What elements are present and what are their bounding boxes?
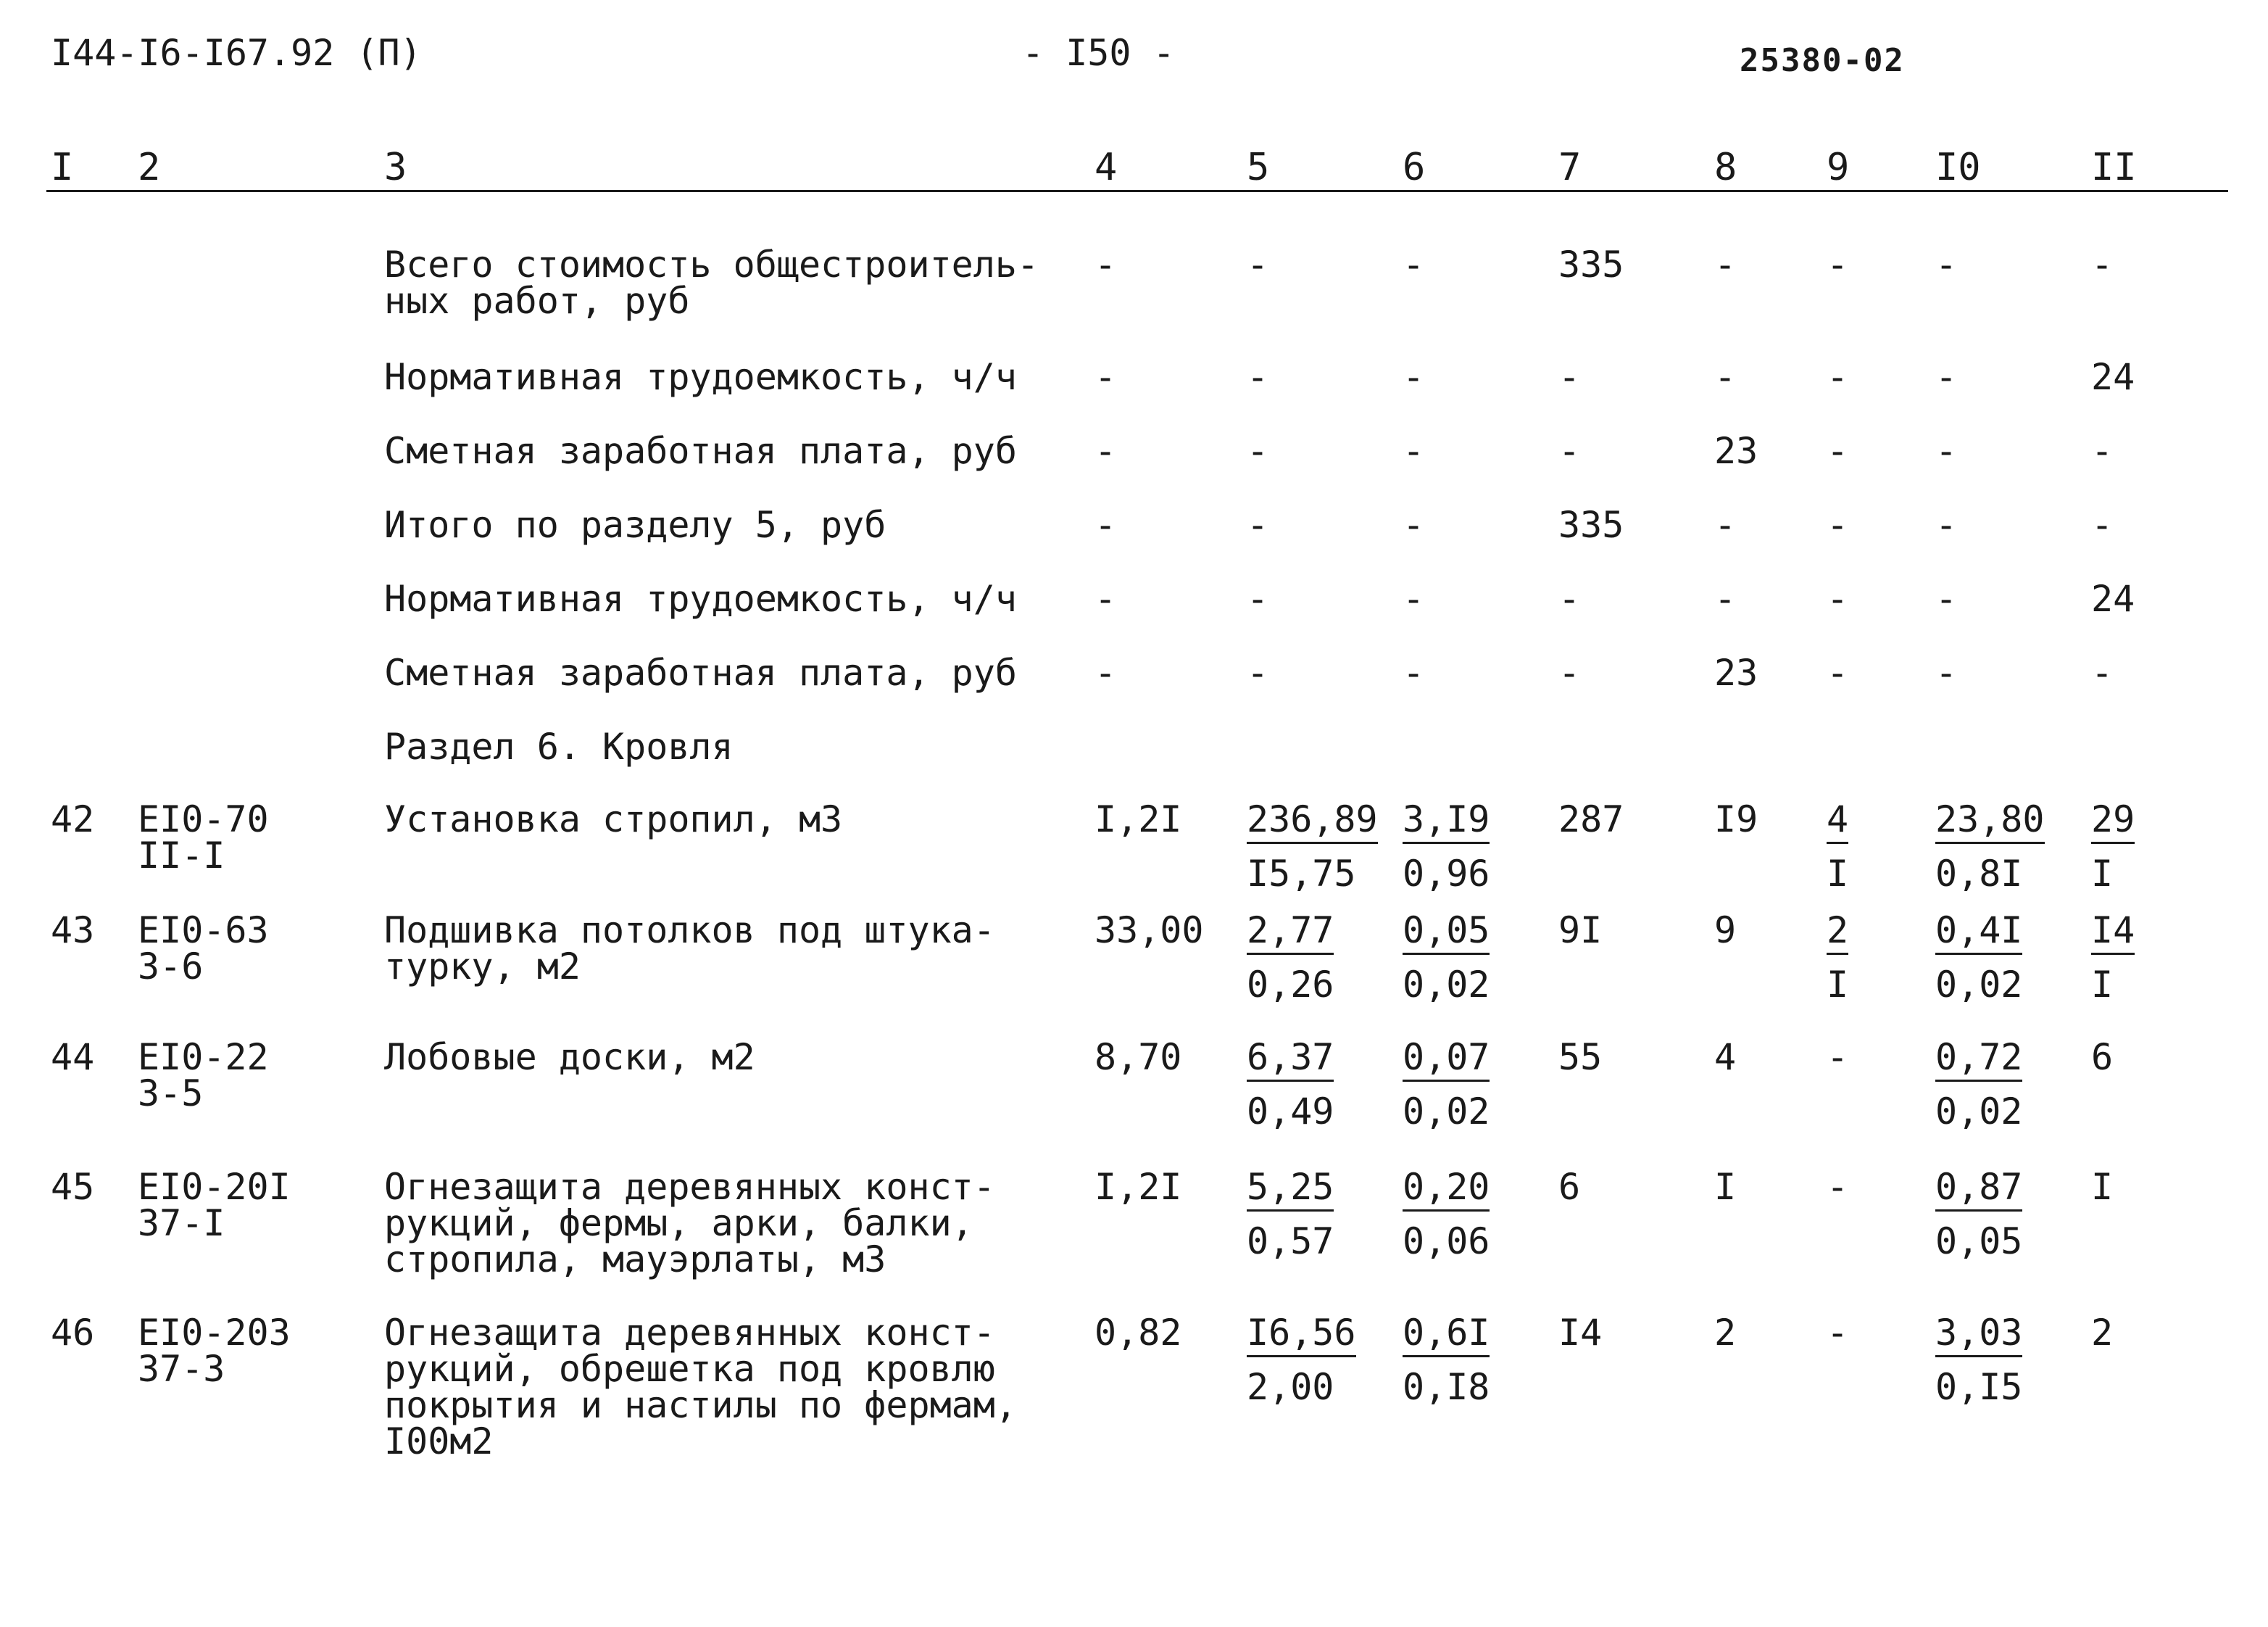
- summary-cell-c6: -: [1403, 244, 1425, 286]
- summary-cell-c8: -: [1714, 244, 1737, 286]
- item-cell-c5-denominator: 0,57: [1247, 1220, 1334, 1262]
- summary-cell-c4: -: [1094, 504, 1117, 546]
- item-quantity: 0,82: [1094, 1312, 1182, 1354]
- item-quantity: 33,00: [1094, 909, 1204, 951]
- item-cell-c7: 6: [1558, 1166, 1581, 1208]
- item-cell-c9-denominator: I: [1827, 964, 1849, 1006]
- sheet-id: 25380-02: [1740, 42, 1905, 79]
- summary-cell-c10: -: [1935, 430, 1958, 472]
- item-cell-c6-numerator: 0,20: [1403, 1169, 1490, 1205]
- column-header-4: 4: [1094, 146, 1118, 189]
- item-cell-c7: I4: [1558, 1312, 1603, 1354]
- item-quantity: 8,70: [1094, 1036, 1182, 1078]
- item-cell-c5-numerator: I6,56: [1247, 1315, 1356, 1351]
- item-code: EI0-70: [138, 798, 269, 840]
- summary-cell-c5: -: [1247, 244, 1269, 286]
- summary-cell-c4: -: [1094, 244, 1117, 286]
- item-cell-c5-denominator: 2,00: [1247, 1366, 1334, 1408]
- item-code: 3-5: [138, 1072, 204, 1114]
- item-cell-c10-denominator: 0,I5: [1935, 1366, 2023, 1408]
- summary-description: Сметная заработная плата, руб: [384, 652, 1017, 694]
- item-number: 42: [51, 798, 95, 840]
- summary-cell-c10: -: [1935, 504, 1958, 546]
- summary-cell-c5: -: [1247, 652, 1269, 694]
- summary-cell-c7: 335: [1558, 244, 1624, 286]
- item-cell-c5-numerator: 2,77: [1247, 912, 1334, 948]
- summary-description: Всего стоимость общестроитель-: [384, 244, 1039, 286]
- item-cell-c10-numerator: 0,87: [1935, 1169, 2022, 1205]
- item-cell-c11-numerator: 29: [2091, 801, 2135, 837]
- summary-description: ных работ, руб: [384, 280, 690, 322]
- summary-cell-c8: -: [1714, 504, 1737, 546]
- item-cell-c10-denominator: 0,02: [1935, 1090, 2023, 1133]
- item-code: 37-3: [138, 1348, 225, 1390]
- column-header-6: 6: [1403, 146, 1426, 189]
- item-description: Огнезащита деревянных конст-: [384, 1166, 995, 1208]
- item-cell-c9: -: [1827, 1312, 1849, 1354]
- summary-cell-c9: -: [1827, 430, 1849, 472]
- item-cell-c9: -: [1827, 1036, 1849, 1078]
- summary-cell-c9: -: [1827, 356, 1849, 398]
- summary-cell-c10: -: [1935, 578, 1958, 620]
- item-cell-c11: I: [2091, 1166, 2114, 1208]
- item-cell-c9: -: [1827, 1166, 1849, 1208]
- summary-cell-c10: -: [1935, 652, 1958, 694]
- summary-cell-c8: 23: [1714, 652, 1758, 694]
- item-description: турку, м2: [384, 945, 581, 988]
- summary-cell-c4: -: [1094, 578, 1117, 620]
- summary-cell-c10: -: [1935, 244, 1958, 286]
- column-header-2: 2: [138, 146, 161, 189]
- item-cell-c10-numerator: 0,4I: [1935, 912, 2022, 948]
- item-quantity: I,2I: [1094, 798, 1182, 840]
- item-cell-c9-numerator: 4: [1827, 801, 1848, 837]
- column-header-10: I0: [1935, 146, 1981, 189]
- item-cell-c6-denominator: 0,96: [1403, 853, 1490, 895]
- item-number: 45: [51, 1166, 95, 1208]
- item-description: Лобовые доски, м2: [384, 1036, 755, 1078]
- item-cell-c11: 6: [2091, 1036, 2114, 1078]
- item-cell-c6-denominator: 0,I8: [1403, 1366, 1490, 1408]
- item-quantity: I,2I: [1094, 1166, 1182, 1208]
- summary-cell-c11: -: [2091, 430, 2114, 472]
- item-description: Огнезащита деревянных конст-: [384, 1312, 995, 1354]
- column-header-3: 3: [384, 146, 407, 189]
- summary-cell-c11: 24: [2091, 578, 2135, 620]
- item-description: I00м2: [384, 1420, 494, 1462]
- item-cell-c10-numerator: 3,03: [1935, 1315, 2022, 1351]
- item-description: Подшивка потолков под штука-: [384, 909, 995, 951]
- summary-cell-c7: 335: [1558, 504, 1624, 546]
- summary-description: Нормативная трудоемкость, ч/ч: [384, 578, 1017, 620]
- item-cell-c10-numerator: 23,80: [1935, 801, 2045, 837]
- summary-cell-c6: -: [1403, 504, 1425, 546]
- item-code: 3-6: [138, 945, 204, 988]
- summary-cell-c6: -: [1403, 578, 1425, 620]
- item-description: рукций, фермы, арки, балки,: [384, 1202, 973, 1244]
- item-cell-c10-denominator: 0,8I: [1935, 853, 2023, 895]
- column-header-5: 5: [1247, 146, 1270, 189]
- summary-cell-c7: -: [1558, 652, 1581, 694]
- summary-cell-c6: -: [1403, 356, 1425, 398]
- summary-cell-c4: -: [1094, 652, 1117, 694]
- summary-cell-c7: -: [1558, 430, 1581, 472]
- column-header-11: II: [2091, 146, 2137, 189]
- summary-description: Нормативная трудоемкость, ч/ч: [384, 356, 1017, 398]
- summary-cell-c11: -: [2091, 652, 2114, 694]
- item-code: EI0-20I: [138, 1166, 291, 1208]
- column-header-1: I: [51, 146, 74, 189]
- item-cell-c8: I9: [1714, 798, 1758, 840]
- item-cell-c5-numerator: 236,89: [1247, 801, 1378, 837]
- item-description: покрытия и настилы по фермам,: [384, 1384, 1017, 1426]
- item-code: EI0-203: [138, 1312, 291, 1354]
- item-cell-c7: 287: [1558, 798, 1624, 840]
- summary-description: Итого по разделу 5, руб: [384, 504, 886, 546]
- summary-cell-c10: -: [1935, 356, 1958, 398]
- item-cell-c5-denominator: 0,26: [1247, 964, 1334, 1006]
- summary-cell-c8: -: [1714, 578, 1737, 620]
- summary-cell-c11: -: [2091, 244, 2114, 286]
- item-cell-c9-numerator: 2: [1827, 912, 1848, 948]
- item-cell-c11-numerator: I4: [2091, 912, 2135, 948]
- summary-cell-c8: 23: [1714, 430, 1758, 472]
- summary-cell-c5: -: [1247, 430, 1269, 472]
- item-cell-c10-numerator: 0,72: [1935, 1039, 2022, 1075]
- item-cell-c7: 55: [1558, 1036, 1603, 1078]
- item-cell-c5-numerator: 5,25: [1247, 1169, 1334, 1205]
- summary-cell-c9: -: [1827, 652, 1849, 694]
- item-cell-c5-denominator: I5,75: [1247, 853, 1356, 895]
- summary-cell-c11: -: [2091, 504, 2114, 546]
- summary-cell-c4: -: [1094, 430, 1117, 472]
- summary-cell-c5: -: [1247, 504, 1269, 546]
- doc-code: I44-I6-I67.92 (П): [51, 32, 422, 74]
- item-code: II-I: [138, 835, 225, 877]
- summary-cell-c6: -: [1403, 652, 1425, 694]
- item-number: 46: [51, 1312, 95, 1354]
- header-rule: [46, 190, 2228, 192]
- item-code: 37-I: [138, 1202, 225, 1244]
- item-code: EI0-63: [138, 909, 269, 951]
- item-code: EI0-22: [138, 1036, 269, 1078]
- item-cell-c6-denominator: 0,02: [1403, 964, 1490, 1006]
- item-cell-c9-denominator: I: [1827, 853, 1849, 895]
- column-header-7: 7: [1558, 146, 1582, 189]
- summary-cell-c8: -: [1714, 356, 1737, 398]
- item-cell-c6-numerator: 0,05: [1403, 912, 1490, 948]
- item-description: стропила, мауэрлаты, м3: [384, 1238, 886, 1280]
- item-cell-c6-denominator: 0,06: [1403, 1220, 1490, 1262]
- item-description: Установка стропил, м3: [384, 798, 843, 840]
- item-cell-c11: 2: [2091, 1312, 2114, 1354]
- item-cell-c6-numerator: 3,I9: [1403, 801, 1490, 837]
- summary-cell-c6: -: [1403, 430, 1425, 472]
- item-cell-c6-denominator: 0,02: [1403, 1090, 1490, 1133]
- item-cell-c11-denominator: I: [2091, 964, 2114, 1006]
- summary-description: Сметная заработная плата, руб: [384, 430, 1017, 472]
- summary-cell-c4: -: [1094, 356, 1117, 398]
- item-cell-c7: 9I: [1558, 909, 1603, 951]
- page-number: - I50 -: [1022, 32, 1175, 74]
- summary-cell-c7: -: [1558, 578, 1581, 620]
- item-cell-c10-denominator: 0,02: [1935, 964, 2023, 1006]
- summary-cell-c9: -: [1827, 244, 1849, 286]
- section-title: Раздел 6. Кровля: [384, 726, 734, 768]
- item-cell-c6-numerator: 0,6I: [1403, 1315, 1490, 1351]
- column-header-9: 9: [1827, 146, 1850, 189]
- item-cell-c5-denominator: 0,49: [1247, 1090, 1334, 1133]
- item-cell-c8: 9: [1714, 909, 1737, 951]
- summary-cell-c11: 24: [2091, 356, 2135, 398]
- item-cell-c8: 2: [1714, 1312, 1737, 1354]
- summary-cell-c5: -: [1247, 578, 1269, 620]
- item-cell-c5-numerator: 6,37: [1247, 1039, 1334, 1075]
- item-number: 43: [51, 909, 95, 951]
- item-cell-c6-numerator: 0,07: [1403, 1039, 1490, 1075]
- column-header-8: 8: [1714, 146, 1737, 189]
- summary-cell-c7: -: [1558, 356, 1581, 398]
- summary-cell-c9: -: [1827, 578, 1849, 620]
- item-number: 44: [51, 1036, 95, 1078]
- item-description: рукций, обрешетка под кровлю: [384, 1348, 995, 1390]
- item-cell-c8: 4: [1714, 1036, 1737, 1078]
- item-cell-c11-denominator: I: [2091, 853, 2114, 895]
- summary-cell-c9: -: [1827, 504, 1849, 546]
- summary-cell-c5: -: [1247, 356, 1269, 398]
- item-cell-c8: I: [1714, 1166, 1737, 1208]
- item-cell-c10-denominator: 0,05: [1935, 1220, 2023, 1262]
